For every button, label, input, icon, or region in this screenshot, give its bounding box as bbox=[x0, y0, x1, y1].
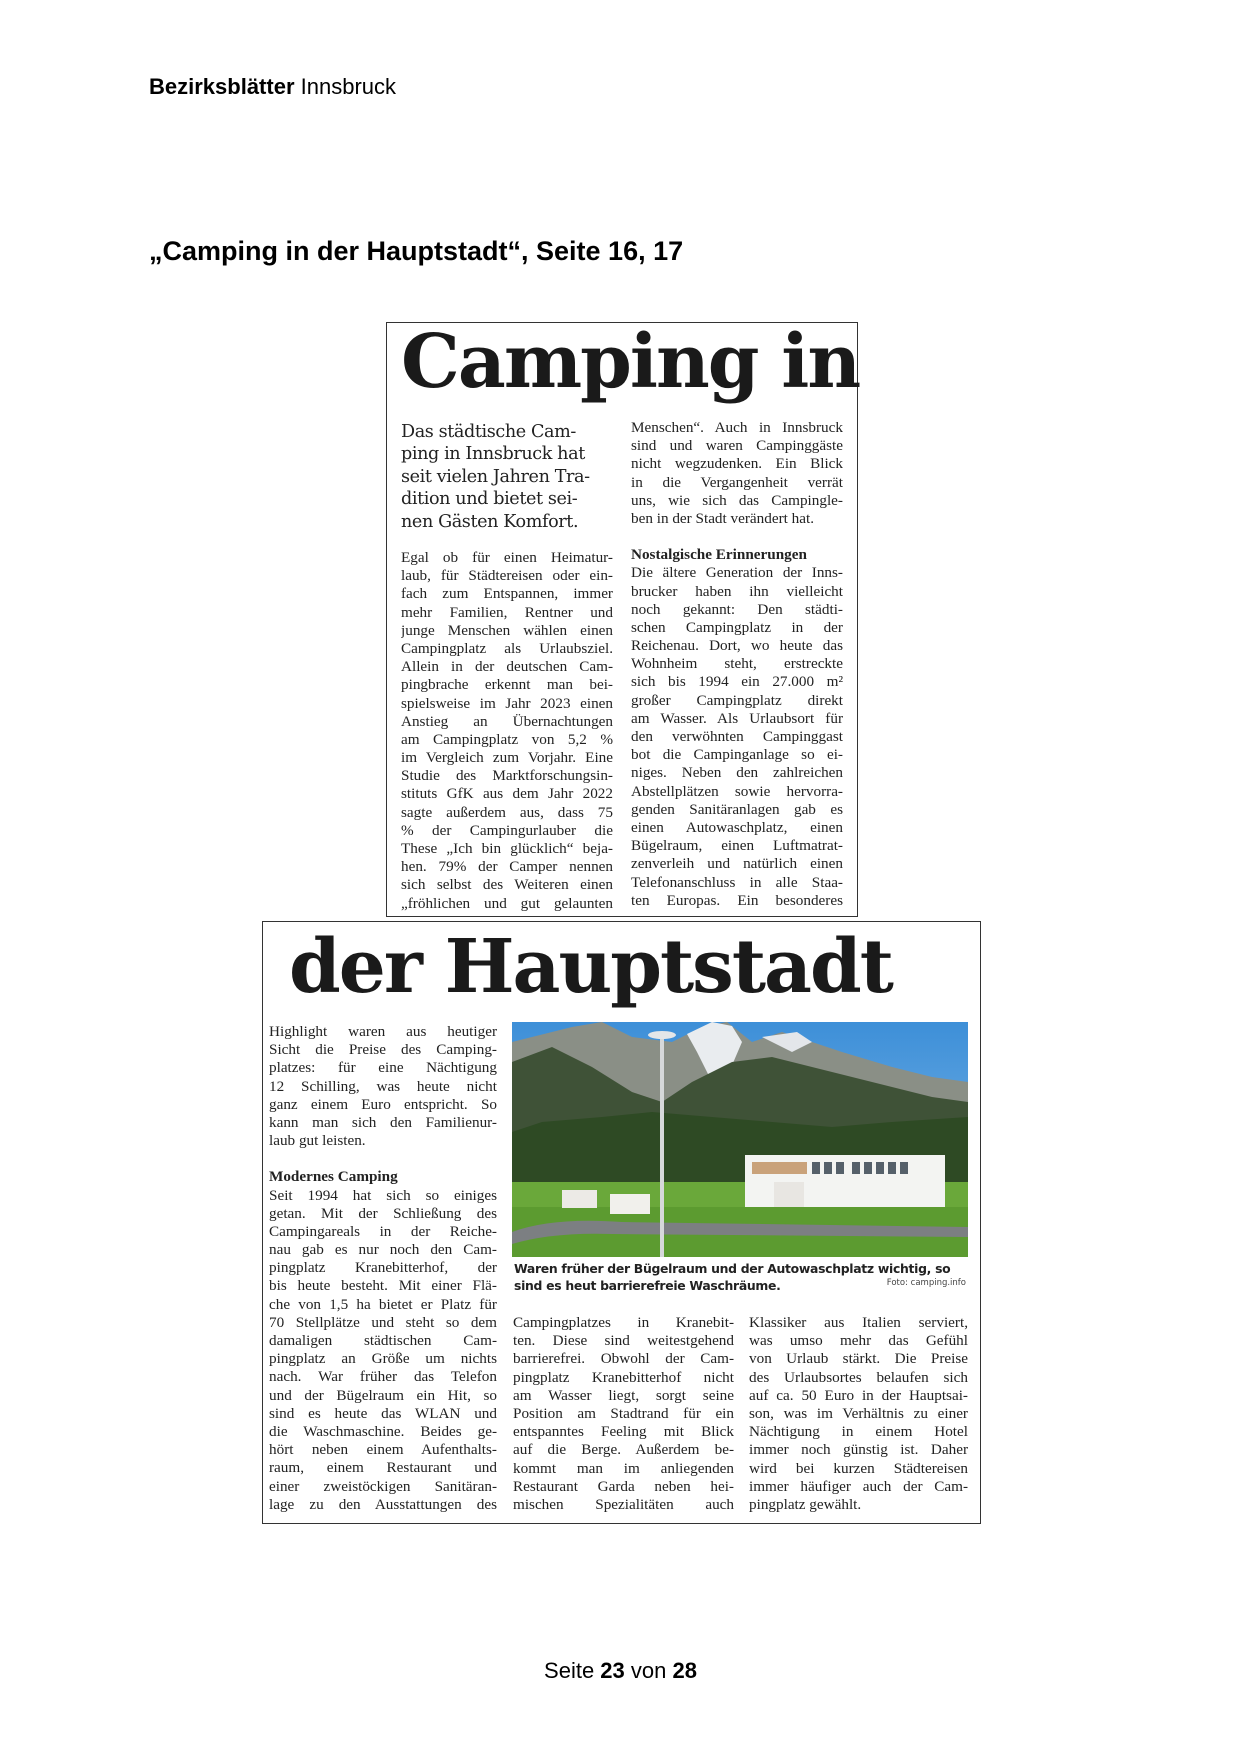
text-line: ping in Innsbruck hat bbox=[401, 444, 585, 465]
text-line: getan. Mit der Schließung des bbox=[269, 1204, 497, 1222]
brand-rest: Innsbruck bbox=[294, 74, 397, 99]
page-footer bbox=[0, 1658, 1241, 1684]
text-line: was umso mehr das Gefühl bbox=[749, 1332, 968, 1350]
document-title: „Camping in der Hauptstadt“, Seite 16, 17 bbox=[149, 236, 684, 266]
text-line: den verwöhnten Campinggast bbox=[631, 728, 843, 745]
text-line: pingplatz Kranebitterhof, der bbox=[269, 1259, 497, 1277]
column-box2-middle bbox=[513, 1314, 734, 1514]
text-line: laub gut leisten. bbox=[269, 1132, 366, 1150]
text-line: sagte außerdem aus, dass 75 bbox=[401, 803, 613, 821]
text-line: uns, wie sich das Campingle- bbox=[631, 491, 843, 509]
publication-header bbox=[149, 74, 396, 100]
text-line: in die Vergangenheit verrät bbox=[631, 473, 843, 491]
text-line: pingplatz gewählt. bbox=[749, 1495, 862, 1513]
current-page: 23 bbox=[600, 1658, 625, 1683]
text-line: Klassiker aus Italien serviert, bbox=[749, 1314, 968, 1331]
campsite-photo bbox=[512, 1022, 968, 1257]
column-box1-left bbox=[401, 549, 613, 913]
text-line: nau gab es nur noch den Cam- bbox=[269, 1241, 497, 1259]
column-box1-right bbox=[631, 419, 843, 910]
text-line: ben in der Stadt verändert hat. bbox=[631, 509, 815, 527]
section-heading: Nostalgische Erinnerungen bbox=[631, 546, 807, 564]
text-line: zenverleih und natürlich einen bbox=[631, 855, 843, 873]
text-line: am Wasser. Als Urlaubsort für bbox=[631, 709, 843, 727]
text-line: Highlight waren aus heutiger bbox=[269, 1023, 497, 1040]
text-line: sind es heute das WLAN und bbox=[269, 1404, 497, 1422]
text-line: Seit 1994 hat sich so einiges bbox=[269, 1186, 497, 1204]
footer-prefix: Seite bbox=[544, 1658, 601, 1683]
text-line: des Urlaubsortes belaufen sich bbox=[749, 1368, 968, 1386]
text-line: niges. Neben den zahlreichen bbox=[631, 764, 843, 782]
text-line: einen Autowaschplatz, einen bbox=[631, 818, 843, 836]
text-line: sich selbst des Weiteren einen bbox=[401, 876, 613, 894]
text-line: Reichenau. Dort, wo heute das bbox=[631, 637, 843, 655]
text-line: Telefonanschluss in alle Staa- bbox=[631, 873, 843, 891]
text-line: fach zum Entspannen, immer bbox=[401, 585, 613, 603]
text-line: Anstieg an Übernachtungen bbox=[401, 712, 613, 730]
paragraph-gap bbox=[269, 1150, 497, 1168]
text-line: Campingplatzes in Kranebit- bbox=[513, 1314, 734, 1331]
text-line: stituts GfK aus dem Jahr 2022 bbox=[401, 785, 613, 803]
text-line: sind und waren Campinggäste bbox=[631, 437, 843, 455]
headline-part-2: der Hauptstadt bbox=[289, 924, 892, 1010]
text-line: platzes: für eine Nächtigung bbox=[269, 1059, 497, 1077]
text-line: Position am Stadtrand für ein bbox=[513, 1404, 734, 1422]
text-line: 12 Schilling, was heute nicht bbox=[269, 1077, 497, 1095]
text-line: ten. Diese sind weitestgehend bbox=[513, 1332, 734, 1350]
text-line: nach. War früher das Telefon bbox=[269, 1368, 497, 1386]
text-line: mischen Spezialitäten auch bbox=[513, 1495, 734, 1513]
clipping-part-2 bbox=[262, 921, 981, 1524]
text-line: pingplatz an Größe um nichts bbox=[269, 1350, 497, 1368]
text-line: nicht wegzudenken. Ein Blick bbox=[631, 455, 843, 473]
text-line: brucker haben ihn vielleicht bbox=[631, 582, 843, 600]
text-line: ten Europas. Ein besonderes bbox=[631, 891, 843, 909]
text-line: „fröhlichen und gut gelaunten bbox=[401, 894, 613, 912]
article-lead bbox=[401, 421, 606, 533]
text-line: % der Campingurlauber die bbox=[401, 821, 613, 839]
text-line: Das städtische Cam- bbox=[401, 422, 576, 442]
text-line: mehr Familien, Rentner und bbox=[401, 603, 613, 621]
text-line: damaligen städtischen Cam- bbox=[269, 1332, 497, 1349]
text-line: spielsweise im Jahr 2023 einen bbox=[401, 694, 613, 712]
text-line: kann man sich den Familienur- bbox=[269, 1113, 497, 1131]
text-line: bis heute besteht. Mit einer Flä- bbox=[269, 1277, 497, 1295]
text-line: Nächtigung in einem Hotel bbox=[749, 1423, 968, 1441]
text-line: bot die Campinganlage so ei- bbox=[631, 746, 843, 764]
text-line: pingbrache erkennt man bei- bbox=[401, 676, 613, 694]
text-line: immer häufiger auch der Cam- bbox=[749, 1477, 968, 1495]
text-line: auf die Berge. Außerdem be- bbox=[513, 1441, 734, 1459]
text-line: barrierefrei. Obwohl der Cam- bbox=[513, 1350, 734, 1368]
text-line: junge Menschen wählen einen bbox=[401, 621, 613, 639]
text-line: ganz einem Euro entspricht. So bbox=[269, 1095, 497, 1113]
text-line: hen. 79% der Camper nennen bbox=[401, 858, 613, 876]
text-line: nen Gästen Komfort. bbox=[401, 511, 579, 532]
text-line: die Waschmaschine. Beides ge- bbox=[269, 1422, 497, 1440]
text-line: Restaurant Garda neben hei- bbox=[513, 1477, 734, 1495]
text-line: 70 Stellplätze und steht so dem bbox=[269, 1313, 497, 1331]
text-line: seit vielen Jahren Tra- bbox=[401, 466, 590, 487]
text-line: Campingplatz als Urlaubsziel. bbox=[401, 639, 613, 657]
text-line: raum, einem Restaurant und bbox=[269, 1459, 497, 1477]
text-line: dition und bietet sei- bbox=[401, 489, 578, 510]
text-line: Menschen“. Auch in Innsbruck bbox=[631, 419, 843, 436]
text-line: hört neben einem Aufenthalts- bbox=[269, 1441, 497, 1459]
section-heading: Modernes Camping bbox=[269, 1168, 398, 1186]
text-line: pingplatz Kranebitterhof nicht bbox=[513, 1368, 734, 1386]
text-line: immer noch günstig ist. Daher bbox=[749, 1441, 968, 1459]
text-line: Egal ob für einen Heimatur- bbox=[401, 549, 613, 566]
text-line: und der Bügelraum ein Hit, so bbox=[269, 1386, 497, 1404]
campsite-photo-image bbox=[512, 1022, 968, 1257]
photo-credit: Foto: camping.info bbox=[886, 1278, 966, 1288]
text-line: genden Sanitäranlagen gab es bbox=[631, 800, 843, 818]
text-line: einer zweistöckigen Sanitäran- bbox=[269, 1477, 497, 1495]
text-line: von Urlaub stärkt. Die Preise bbox=[749, 1350, 968, 1368]
text-line: am Wasser liegt, sorgt seine bbox=[513, 1386, 734, 1404]
text-line: These „Ich bin glücklich“ beja- bbox=[401, 840, 613, 857]
text-line: noch gekannt: Den städti- bbox=[631, 600, 843, 618]
brand-bold: Bezirksblätter bbox=[149, 74, 295, 99]
text-line: wird bei kurzen Städtereisen bbox=[749, 1459, 968, 1477]
text-line: Sicht die Preise des Camping- bbox=[269, 1041, 497, 1059]
text-line: Bügelraum, einen Luftmatrat- bbox=[631, 837, 843, 855]
clipping-part-1 bbox=[386, 319, 860, 917]
text-line: che von 1,5 ha bietet er Platz für bbox=[269, 1295, 497, 1313]
headline-part-1: Camping in bbox=[401, 319, 860, 405]
text-line: Wohnheim steht, erstreckte bbox=[631, 655, 843, 673]
text-line: Abstellplätzen sowie hervorra- bbox=[631, 782, 843, 800]
total-pages: 28 bbox=[672, 1658, 697, 1683]
text-line: laub, für Städtereisen oder ein- bbox=[401, 567, 613, 585]
text-line: schen Campingplatz in der bbox=[631, 618, 843, 636]
text-line: entspanntes Feeling mit Blick bbox=[513, 1423, 734, 1441]
text-line: großer Campingplatz direkt bbox=[631, 691, 843, 709]
column-box2-right bbox=[749, 1314, 968, 1514]
paragraph-gap bbox=[631, 528, 843, 546]
column-box2-left bbox=[269, 1023, 497, 1514]
text-line: kommt man im anliegenden bbox=[513, 1459, 734, 1477]
text-line: Die ältere Generation der Inns- bbox=[631, 564, 843, 582]
text-line: sich bis 1994 ein 27.000 m² bbox=[631, 673, 843, 691]
text-line: am Campingplatz von 5,2 % bbox=[401, 730, 613, 748]
photo-caption: Waren früher der Bügelraum und der Autowaschplatz wichtig, so sind es heut barrierefreie Waschräume. bbox=[514, 1261, 951, 1293]
text-line: son, was im Verhältnis zu einer bbox=[749, 1404, 968, 1422]
text-line: lage zu den Ausstattungen des bbox=[269, 1495, 497, 1513]
text-line: Campingareals in der Reiche- bbox=[269, 1222, 497, 1240]
text-line: Allein in der deutschen Cam- bbox=[401, 658, 613, 676]
text-line: Studie des Marktforschungsin- bbox=[401, 767, 613, 785]
text-line: im Vergleich zum Vorjahr. Eine bbox=[401, 749, 613, 767]
text-line: auf ca. 50 Euro in der Hauptsai- bbox=[749, 1386, 968, 1404]
footer-mid: von bbox=[624, 1658, 673, 1683]
